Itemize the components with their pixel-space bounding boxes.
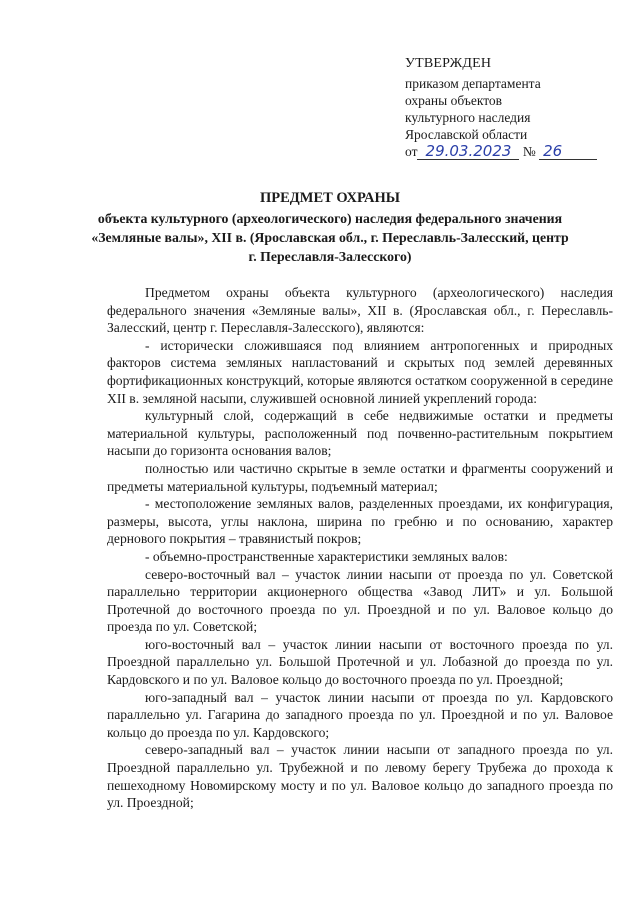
approval-line: культурного наследия: [405, 110, 531, 125]
approval-block: [405, 55, 605, 160]
paragraph: северо-западный вал – участок линии насыпи от западного проезда по ул. Проездной параллельно ул. Трубежной и по левому берегу Трубежа до прохода к пешеходному Новомирскому мосту и по ул. Валовое кольцо до западного проезда по ул. Проездной;: [107, 742, 613, 811]
document-title: ПРЕДМЕТ ОХРАНЫ: [259, 190, 401, 206]
paragraph: юго-западный вал – участок линии насыпи от проезда по ул. Кардовского параллельно ул. Гагарина до западного проезда по ул. Проездной и по ул. Валовое кольцо до проезда по ул. Кардовского;: [107, 689, 613, 740]
number-field: [539, 144, 597, 160]
paragraph: Предметом охраны объекта культурного (археологического) наследия федерального значения «Земляные валы», XII в. (Ярославская обл., г. Переславль-Залесский, центр г. Переславля-Залесского), являются:: [107, 285, 613, 336]
paragraph: юго-восточный вал – участок линии насыпи от восточного проезда по ул. Проездной параллельно ул. Большой Протечной и ул. Лобазной до проезда по ул. Кардовского и по ул. Валовое кольцо до восточного проезда по ул. Проездной;: [107, 636, 613, 688]
approval-line: Ярославской области: [405, 127, 528, 142]
paragraph: - объемно-пространственные характеристики земляных валов:: [145, 548, 508, 564]
approval-line: охраны объектов: [405, 93, 503, 108]
number-sign: №: [522, 144, 536, 159]
approval-line: приказом департамента: [405, 76, 541, 91]
paragraph: северо-восточный вал – участок линии насыпи от проезда по ул. Советской параллельно территории акционерного общества «Завод ЛИТ» и ул. Большой Протечной до восточного проезда по ул. Проездной и по ул. Валовое кольцо до проезда по ул. Советской;: [107, 566, 613, 635]
paragraph: - местоположение земляных валов, разделенных проездами, их конфигурация, размеры, высота, углы наклона, ширина по гребню и по основанию, характер дернового покрытия – травянистый покров;: [107, 496, 613, 547]
paragraph: - исторически сложившаяся под влиянием антропогенных и природных факторов система земляных напластований и скрытых под землей деревянных фортификационных конструкций, которые являются остатком сооруженной в середине XII в. земляной насыпи, служившей основной линией укреплений города:: [107, 337, 613, 406]
approval-title: УТВЕРЖДЕН: [405, 56, 492, 71]
document-subtitle: объекта культурного (археологического) наследия федерального значения «Земляные валы», XII в. (Ярославская обл., г. Переславль-Залесский, центр г. Переславля-Залесского): [91, 211, 569, 264]
paragraph: полностью или частично скрытые в земле остатки и фрагменты сооружений и предметы материальной культуры, подъемный материал;: [107, 460, 613, 494]
date-prefix: от: [405, 144, 418, 159]
paragraph: культурный слой, содержащий в себе недвижимые остатки и предметы материальной культуры, расположенный под почвенно-растительным покрытием насыпи до горизонта основания валов;: [107, 408, 613, 459]
date-field: [417, 144, 519, 160]
handwritten-date: 29.03.2023: [425, 142, 512, 160]
document-body: [107, 284, 613, 812]
approval-date-line: [405, 143, 605, 160]
handwritten-number: 26: [543, 142, 563, 160]
